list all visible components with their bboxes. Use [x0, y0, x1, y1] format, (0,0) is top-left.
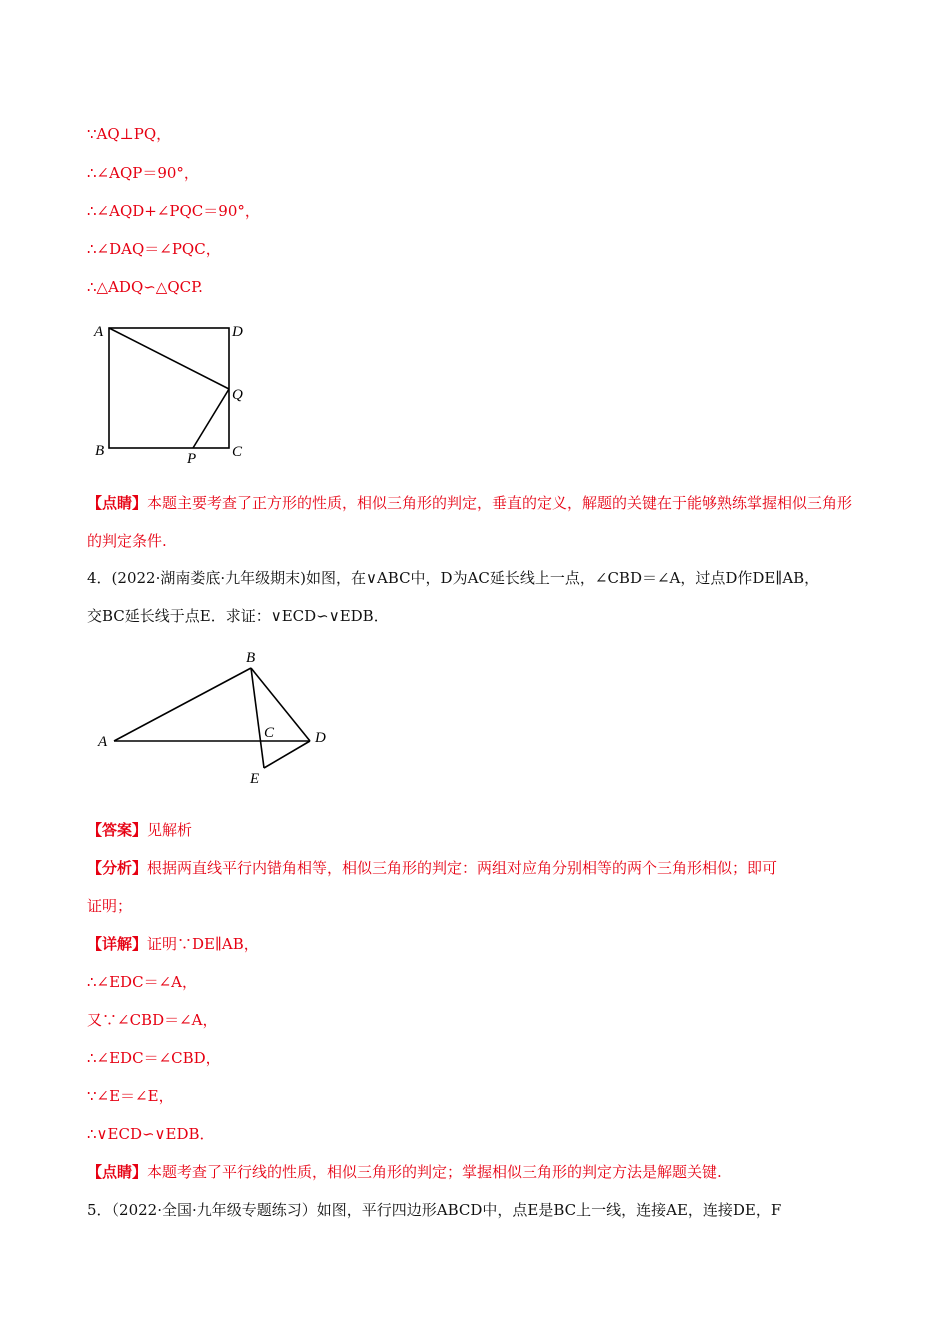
proof1-line-2: ∴∠AQP＝90°，: [87, 164, 199, 182]
q4-line-1: 4．(2022·湖南娄底·九年级期末)如图，在∨ABC中，D为AC延长线上一点，∠CBD＝∠A，过点D作DE∥AB，: [87, 569, 820, 587]
comment2-tag: 【点睛】: [87, 1163, 148, 1181]
square-figure: [85, 315, 255, 470]
detail-line-2: ∴∠EDC＝∠A，: [87, 973, 197, 991]
q4-line-2: 交BC延长线于点E．求证：∨ECD∽∨EDB．: [87, 607, 389, 625]
detail-line-4: ∴∠EDC＝∠CBD，: [87, 1049, 221, 1067]
detail-line-1: [87, 934, 259, 954]
label-q: Q: [232, 387, 243, 403]
comment1-tag: 【点睛】: [87, 494, 148, 512]
square-abcd: [109, 328, 229, 448]
answer-text: 见解析: [147, 821, 193, 839]
segment-qp: [193, 389, 229, 448]
triangle-figure: [92, 645, 342, 790]
q5-line-1: 5．（2022·全国·九年级专题练习）如图，平行四边形ABCD中，点E是BC上一线，连接AE，连接DE，F: [87, 1201, 782, 1219]
comment2: [87, 1162, 722, 1182]
detail-line-6: ∴∨ECD∽∨EDB．: [87, 1125, 215, 1143]
proof1-line-3: ∴∠AQD+∠PQC＝90°，: [87, 202, 260, 220]
proof1-line-5: ∴△ADQ∽△QCP.: [87, 278, 203, 296]
segment-ab: [114, 668, 251, 741]
detail-line-5: ∵∠E＝∠E，: [87, 1087, 174, 1105]
detail-line-3: 又∵∠CBD＝∠A，: [87, 1011, 218, 1029]
detail-tag: 【详解】: [87, 935, 148, 953]
label-a: A: [94, 324, 104, 340]
label-e: E: [250, 771, 260, 787]
label-d: D: [315, 730, 326, 746]
segment-aq: [109, 328, 229, 389]
comment2-text: 本题考查了平行线的性质，相似三角形的判定；掌握相似三角形的判定方法是解题关键.: [147, 1163, 722, 1181]
segment-de: [264, 741, 310, 768]
label-d: D: [232, 324, 243, 340]
proof1-line-1: ∵AQ⊥PQ，: [87, 125, 172, 143]
label-b: B: [246, 650, 256, 666]
label-a: A: [98, 734, 108, 750]
label-p: P: [187, 451, 197, 467]
proof1-line-4: ∴∠DAQ＝∠PQC，: [87, 240, 221, 258]
analysis-text: 根据两直线平行内错角相等，相似三角形的判定：两组对应角分别相等的两个三角形相似；即可: [147, 859, 778, 877]
comment1-text: 本题主要考查了正方形的性质，相似三角形的判定，垂直的定义，解题的关键在于能够熟练掌握相似三角形的判定条件.: [87, 494, 853, 550]
label-c: C: [232, 444, 243, 460]
answer-tag: 【答案】: [87, 821, 148, 839]
answer: [87, 820, 192, 840]
analysis-line-1: [87, 858, 777, 878]
label-b: B: [95, 443, 105, 459]
analysis-line-2: 证明；: [87, 897, 133, 915]
segment-be: [251, 668, 264, 768]
analysis-tag: 【分析】: [87, 859, 148, 877]
label-c: C: [264, 725, 275, 741]
detail-first: 证明∵DE∥AB，: [147, 935, 259, 953]
comment1: [87, 484, 867, 560]
